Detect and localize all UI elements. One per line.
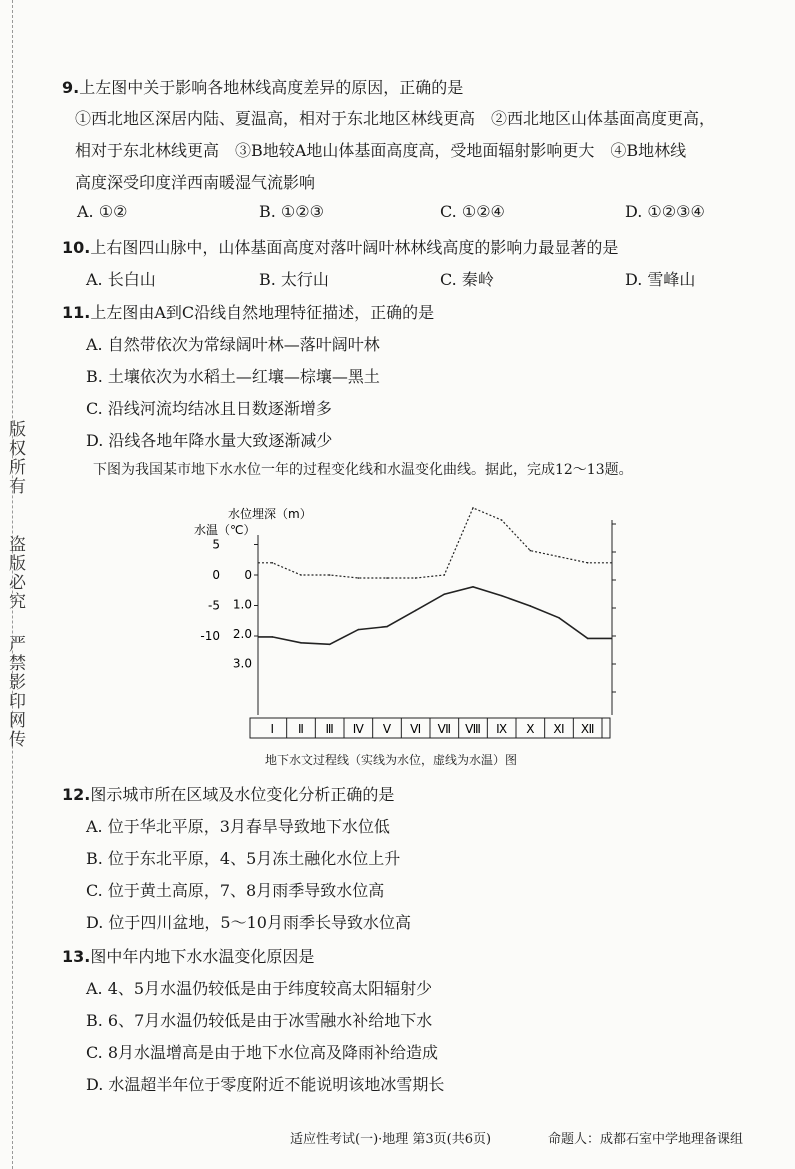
depth-tick-label: 0 xyxy=(244,568,252,582)
month-tick-label: Ⅰ xyxy=(270,722,275,736)
month-tick-label: Ⅻ xyxy=(580,722,595,736)
water-temp-point xyxy=(530,550,532,552)
water-temp-point xyxy=(472,507,474,509)
month-tick-label: Ⅹ xyxy=(526,722,535,736)
right-axis xyxy=(612,520,616,715)
question-number: 9. xyxy=(62,78,80,97)
water-level-point xyxy=(501,595,503,597)
question-stem: 上右图四山脉中，山体基面高度对落叶阔叶林林线高度的影响力最显著的是 xyxy=(90,238,619,257)
water-temp-point xyxy=(587,562,589,564)
month-tick-label: Ⅶ xyxy=(437,722,452,736)
series-layer xyxy=(258,507,612,645)
side-text-no-copy: 严禁影印网传 xyxy=(5,635,25,749)
q9-statement-line-1: ①西北地区深居内陆、夏温高，相对于东北地区林线更高 ②西北地区山体基面高度更高， xyxy=(75,109,716,128)
month-tick-label: Ⅷ xyxy=(465,722,481,736)
question-stem: 图中年内地下水水温变化原因是 xyxy=(90,947,315,966)
q10-option-c: C. 秦岭 xyxy=(440,270,494,289)
month-axis xyxy=(250,718,610,738)
question-number: 11. xyxy=(62,303,91,322)
question-stem: 上左图中关于影响各地林线高度差异的原因，正确的是 xyxy=(79,78,464,97)
water-temp-point xyxy=(444,574,446,576)
water-level-point xyxy=(587,638,589,640)
question-number: 13. xyxy=(62,947,91,966)
q12-option-c: C. 位于黄土高原，7、8月雨季导致水位高 xyxy=(86,881,385,900)
water-temp-point xyxy=(329,574,331,576)
question-number: 10. xyxy=(62,238,91,257)
q11-option-d: D. 沿线各地年降水量大致逐渐减少 xyxy=(86,431,333,450)
side-text-copyright: 版权所有 xyxy=(5,420,25,496)
temp-tick-label: 0 xyxy=(212,568,220,582)
water-level-point xyxy=(386,626,388,628)
question-11 xyxy=(62,300,434,323)
footer-page-info: 适应性考试(一)·地理 第3页(共6页) xyxy=(290,1132,492,1147)
water-temp-point xyxy=(386,577,388,579)
water-level-point xyxy=(530,605,532,607)
hydrograph-chart xyxy=(190,500,630,745)
q12-option-d: D. 位于四川盆地，5～10月雨季长导致水位高 xyxy=(86,913,411,932)
q10-option-a: A. 长白山 xyxy=(86,270,156,289)
q13-option-c: C. 8月水温增高是由于地下水位高及降雨补给造成 xyxy=(86,1043,439,1062)
question-number: 12. xyxy=(62,785,91,804)
question-10 xyxy=(62,235,618,258)
q10-option-d: D. 雪峰山 xyxy=(625,270,696,289)
water-level-point xyxy=(272,636,274,638)
water-temp-point xyxy=(272,562,274,564)
side-text-piracy: 盗版必究 xyxy=(5,535,25,611)
month-tick-label: Ⅳ xyxy=(352,722,364,736)
y-axis-label-depth: 水位埋深（m） xyxy=(228,507,312,521)
water-level-point xyxy=(415,610,417,612)
temp-tick-label: 5 xyxy=(212,537,220,552)
month-tick-label: Ⅺ xyxy=(553,722,565,736)
q11-option-b: B. 土壤依次为水稻土—红壤—棕壤—黑土 xyxy=(86,367,380,386)
q11-option-a: A. 自然带依次为常绿阔叶林—落叶阔叶林 xyxy=(86,335,380,354)
q13-option-d: D. 水温超半年位于零度附近不能说明该地冰雪期长 xyxy=(86,1075,445,1094)
q13-option-a: A. 4、5月水温仍较低是由于纬度较高太阳辐射少 xyxy=(86,979,433,998)
water-level-point xyxy=(472,586,474,588)
question-13 xyxy=(62,944,314,967)
depth-tick-label: 1.0 xyxy=(232,597,252,612)
water-level-point xyxy=(558,617,560,619)
q9-option-c: C. ①②④ xyxy=(440,202,505,221)
month-tick-label: Ⅱ xyxy=(298,722,304,736)
water-level-point xyxy=(329,644,331,646)
q10-option-b: B. 太行山 xyxy=(259,270,329,289)
water-temp-point xyxy=(358,577,360,579)
month-tick-label: Ⅲ xyxy=(325,722,334,736)
water-level-point xyxy=(444,593,446,595)
question-stem: 上左图由A到C沿线自然地理特征描述，正确的是 xyxy=(90,303,435,322)
depth-tick-label: 2.0 xyxy=(232,627,252,641)
water-level-line xyxy=(258,587,612,645)
question-stem: 图示城市所在区域及水位变化分析正确的是 xyxy=(90,785,395,804)
q9-statement-line-2: 相对于东北林线更高 ③B地较A地山体基面高度高，受地面辐射影响更大 ④B地林线 xyxy=(75,141,687,160)
q12-option-b: B. 位于东北平原，4、5月冻土融化水位上升 xyxy=(86,849,401,868)
y-axis-label-temp: 水温（℃） xyxy=(194,523,256,537)
month-tick-label: Ⅸ xyxy=(496,722,508,736)
water-temp-point xyxy=(501,519,503,521)
q13-option-b: B. 6、7月水温仍较低是由于冰雪融水补给地下水 xyxy=(86,1011,433,1030)
q11-option-c: C. 沿线河流均结冰且日数逐渐增多 xyxy=(86,399,332,418)
question-9 xyxy=(62,75,463,98)
q9-option-b: B. ①②③ xyxy=(259,202,324,221)
water-level-point xyxy=(358,629,360,631)
q9-option-a: A. ①② xyxy=(77,202,128,221)
q9-option-d: D. ①②③④ xyxy=(625,202,705,221)
water-temp-point xyxy=(558,556,560,558)
month-tick-label: Ⅴ xyxy=(382,722,392,736)
chart-caption: 地下水文过程线（实线为水位，虚线为水温）图 xyxy=(265,753,518,767)
passage-intro: 下图为我国某市地下水水位一年的过程变化线和水温变化曲线。据此，完成12～13题。 xyxy=(93,462,633,478)
left-axis xyxy=(200,535,258,715)
water-temp-point xyxy=(415,577,417,579)
temp-tick-label: -10 xyxy=(200,629,220,643)
temp-tick-label: -5 xyxy=(208,598,220,613)
q12-option-a: A. 位于华北平原，3月春旱导致地下水位低 xyxy=(86,817,390,836)
water-level-point xyxy=(300,642,302,644)
question-12 xyxy=(62,782,394,805)
month-tick-label: Ⅵ xyxy=(410,722,422,736)
water-temp-point xyxy=(300,574,302,576)
footer-author: 命题人：成都石室中学地理备课组 xyxy=(548,1132,744,1147)
depth-tick-label: 3.0 xyxy=(232,656,252,671)
q9-statement-line-3: 高度深受印度洋西南暖湿气流影响 xyxy=(75,173,316,192)
